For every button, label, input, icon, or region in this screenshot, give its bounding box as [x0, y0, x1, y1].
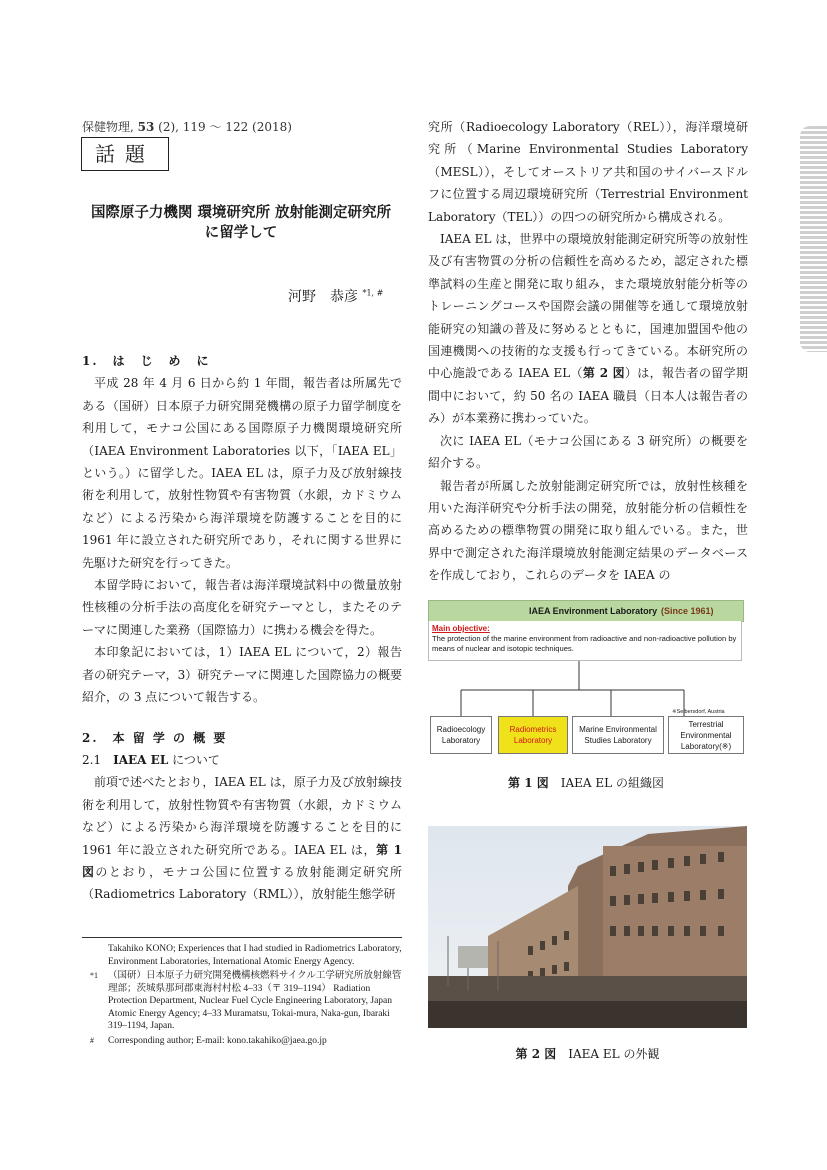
paragraph: IAEA EL は，世界中の環境放射能測定研究所等の放射性及び有害物質の分析の信頼性を高めるため，認定された標準試料の生産と開発に取り組み，また環境放射能分析等のトレーニングコースや国際会議の開催等を通して環境放射能研究の知識の普及に努めるとともに，国連加盟国や他の国連機関への技術的な支援も行ってきている。本研究所の中心施設である IAEA EL（第 2 図）は，報告者の留学期間中において，約 50 名の IAEA 職員（日本人は報告者のみ）が本業務に携わっていた。	[428, 232, 748, 426]
org-box-marine: Marine Environmental Studies Laboratory	[572, 716, 664, 754]
objective-text: The protection of the marine environment from radioactive and non-radioactive pollution by means of nuclear and isotopic techniques.	[432, 634, 737, 653]
article-title	[82, 203, 400, 243]
paragraph: 本印象記においては，1）IAEA EL について，2）報告者の研究テーマ，3）研究テーマに関連した国際協力の概要紹介，の 3 点について報告する。	[82, 645, 402, 705]
building-photo	[428, 826, 747, 1028]
footnote-affiliation: *1 （国研）日本原子力研究開発機構核燃料サイクル工学研究所放射線管理部；茨城県那珂郡東海村村松 4–33（〒 319–1194） Radiation Protection Department, Nuclear Fuel Cycle Engineering Laboratory, Japan Atomic Energy Agency; 4–33 Muramatsu, Tokai-mura, Naka-gun, Ibaraki 319–1194, Japan.	[90, 971, 402, 1031]
footnote-rule	[82, 937, 402, 938]
org-chart	[428, 600, 744, 760]
subsection-heading: 2.1 IAEA EL について	[82, 752, 220, 767]
org-note: ※Seibersdorf, Austria	[672, 709, 725, 715]
org-box-radiometrics: Radiometrics Laboratory	[498, 716, 568, 754]
paragraph: 前項で述べたとおり，IAEA EL は，原子力及び放射線技術を利用して，放射性物質や有害物質（水銀，カドミウムなど）による汚染から海洋環境を防護することを目的に 1961 年に設立された研究所である。IAEA EL は，第 1 図のとおり，モナコ公国に位置する放射能測定研究所（Radiometrics Laboratory（RML）），放射能生態学研	[82, 775, 402, 902]
figure1-caption: 第 1 図 IAEA EL の組織図	[508, 776, 664, 790]
paragraph: 本留学時において，報告者は海洋環境試料中の微量放射性核種の分析手法の高度化を研究テーマとし，またそのテーマに関連した業務（国際協力）に携わる機会を得た。	[82, 578, 402, 637]
org-box-terrestrial: Terrestrial Environmental Laboratory(※)	[668, 716, 744, 754]
author-name: 河野 恭彦 $^{*1, \#}$	[288, 288, 384, 305]
section-heading-2: 2. 本 留 学 の 概 要	[82, 730, 228, 745]
title-line-2: に留学して	[204, 225, 278, 241]
title-line-1: 国際原子力機関 環境研究所 放射能測定研究所	[90, 205, 392, 221]
building-photo-graphic	[428, 826, 747, 1028]
section-heading-1: 1. は じ め に	[82, 354, 211, 368]
footnote-english-title: Takahiko KONO; Experiences that I had studied in Radiometrics Laboratory, Environment Laboratories, International Atomic Energy Agency.	[108, 944, 402, 967]
author-marks: *1, #	[362, 288, 384, 298]
paragraph: 究所（Radioecology Laboratory（REL）），海洋環境研究所（Marine Environmental Studies Laboratory（MESL）），そしてオーストリア共和国のサイバースドルフに位置する周辺環境研究所（Terrestrial Environment Laboratory（TEL））の四つの研究所から構成される。	[428, 120, 748, 224]
paragraph: 報告者が所属した放射能測定研究所では，放射性核種を用いた海洋研究や分析手法の開発，放射能分析の信頼性を高めるための標準物質の開発に取り組んでいる。また，世界中で測定された海洋環境放射能測定結果のデータベースを作成しており，これらのデータを IAEA の	[428, 478, 748, 583]
footnotes	[82, 943, 402, 1049]
page-edge-tab	[800, 126, 827, 352]
paragraph: 平成 28 年 4 月 6 日から約 1 年間，報告者は所属先である（国研）日本原子力研究開発機構の原子力留学制度を利用して，モナコ公国にある国際原子力機関環境研究所（IAEA Environment Laboratories 以下，「IAEA EL」という。）に留学した。IAEA EL は，原子力及び放射線技術を利用して，放射性物質や有害物質（水銀，カドミウムなど）による汚染から海洋環境を防護することを目的に 1961 年に設立された研究所であり，それに関する世界に先駆けた研究を行ってきた。	[82, 376, 402, 570]
org-box-radioecology: Radioecology Laboratory	[430, 716, 492, 754]
paragraph: 次に IAEA EL（モナコ公国にある 3 研究所）の概要を紹介する。	[428, 433, 748, 471]
topic-label: 話題	[81, 137, 169, 171]
left-column	[82, 350, 402, 906]
org-header-title: IAEA Environment Laboratory	[529, 606, 658, 616]
org-header-since: (Since 1961)	[661, 606, 714, 616]
objective-label: Main objective:	[432, 624, 490, 633]
right-column	[428, 116, 748, 587]
figure2-caption: 第 2 図 IAEA EL の外観	[515, 1047, 660, 1061]
footnote-corresponding: # Corresponding author; E-mail: kono.takahiko@jaea.go.jp	[90, 1035, 327, 1046]
journal-reference: 保健物理, 53 (2), 119 ～ 122 (2018)	[82, 120, 292, 134]
